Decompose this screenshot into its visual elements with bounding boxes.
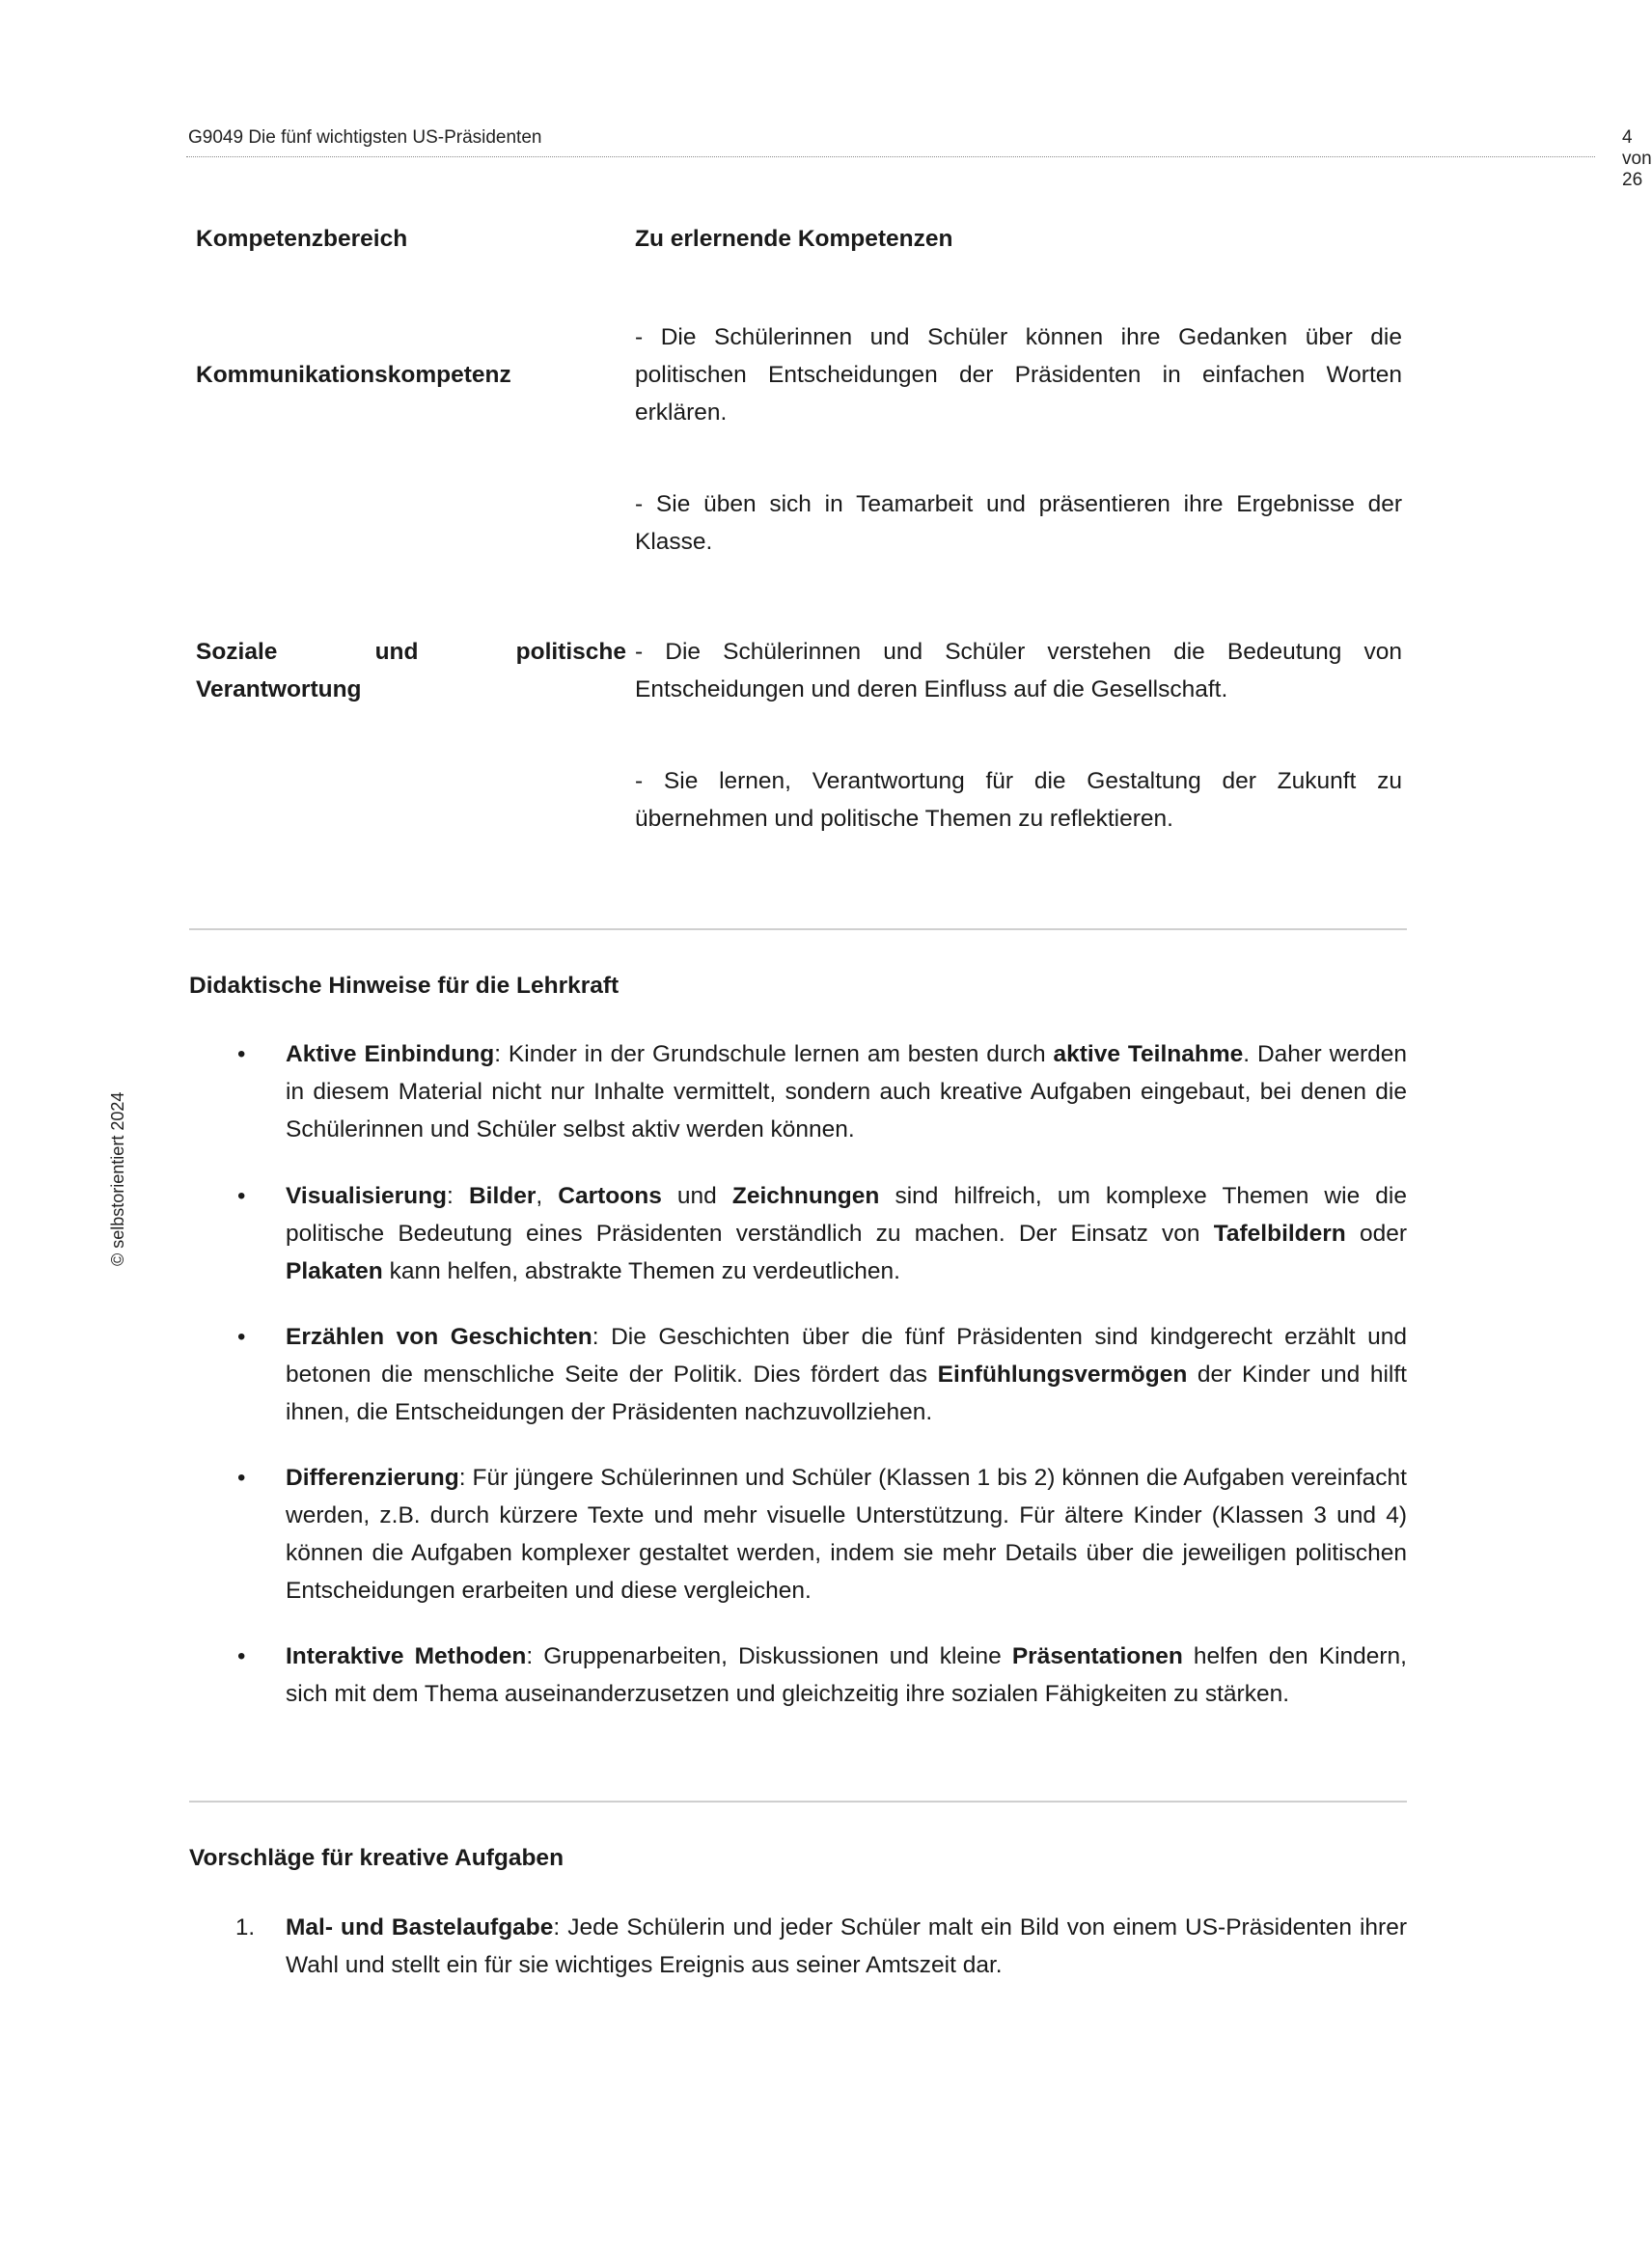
list-item-text xyxy=(286,1909,1407,1984)
bullet-icon: • xyxy=(237,1465,246,1491)
emphasis-text: Tafelbildern xyxy=(1213,1221,1346,1247)
body-text: helfen den Kindern, sich mit dem Thema auseinanderzusetzen und gleichzeitig ihre sozialen Fähigkeiten zu stärken. xyxy=(286,1643,1407,1707)
bullet-icon: • xyxy=(237,1183,246,1209)
list-item-text xyxy=(286,1177,1407,1290)
emphasis-text: Visualisierung xyxy=(286,1183,448,1209)
section-divider xyxy=(189,928,1407,930)
body-text: kann helfen, abstrakte Themen zu verdeutlichen. xyxy=(382,1258,900,1284)
emphasis-text: Erzählen von Geschichten xyxy=(286,1324,592,1350)
body-text: : Jede Schülerin und jeder Schüler malt ein Bild von einem US-Präsidenten ihrer Wahl und stellt ein für sie wichtiges Ereignis aus seiner Amtszeit dar. xyxy=(286,1914,1407,1978)
list-item-text xyxy=(286,1459,1407,1610)
emphasis-text: Einfühlungsvermögen xyxy=(937,1362,1188,1388)
emphasis-text: aktive Teilnahme xyxy=(1053,1041,1244,1067)
document-title: G9049 Die fünf wichtigsten US-Präsidenten xyxy=(188,127,542,148)
competence-item: - Sie lernen, Verantwortung für die Gestaltung der Zukunft zu übernehmen und politische Themen zu reflektieren. xyxy=(635,768,1402,832)
emphasis-text: Differenzierung xyxy=(286,1465,459,1491)
body-text: der Kinder und hilft ihnen, die Entscheidungen der Präsidenten nachzuvollziehen. xyxy=(286,1362,1407,1425)
emphasis-text: Präsentationen xyxy=(1011,1643,1183,1669)
creative-section-title: Vorschläge für kreative Aufgaben xyxy=(189,1845,564,1871)
body-text: sind hilfreich, um komplexe Themen wie die politische Bedeutung eines Präsidenten verständlich zu machen. Der Einsatz von xyxy=(286,1183,1407,1247)
emphasis-text: Interaktive Methoden xyxy=(286,1643,527,1669)
body-text: : Gruppenarbeiten, Diskussionen und kleine xyxy=(526,1643,1012,1669)
column-header-area: Kompetenzbereich xyxy=(196,226,408,252)
body-text: oder xyxy=(1345,1221,1408,1247)
body-text: : Für jüngere Schülerinnen und Schüler (Klassen 1 bis 2) können die Aufgaben vereinfacht werden, z.B. durch kürzere Texte und mehr visuelle Unterstützung. Für ältere Kinder (Klassen 3 und 4) können die Aufgaben komplexer gestaltet werden, indem sie mehr Details über die jeweiligen politischen Entscheidungen erarbeiten und diese vergleichen. xyxy=(286,1465,1407,1604)
list-item-text xyxy=(286,1638,1407,1713)
body-text: . Daher werden in diesem Material nicht nur Inhalte vermittelt, sondern auch kreative Aufgaben eingebaut, bei denen die Schülerinnen und Schüler selbst aktiv werden können. xyxy=(286,1041,1407,1142)
emphasis-text: Aktive Einbindung xyxy=(286,1041,495,1067)
page-indicator: 4 von 26 xyxy=(1622,127,1652,190)
emphasis-text: Cartoons xyxy=(558,1183,662,1209)
list-item-text xyxy=(286,1318,1407,1431)
bullet-icon: • xyxy=(237,1324,246,1350)
body-text: , xyxy=(536,1183,559,1209)
didactic-section-title: Didaktische Hinweise für die Lehrkraft xyxy=(189,973,620,999)
list-item-text xyxy=(286,1035,1407,1148)
competence-item: - Die Schülerinnen und Schüler können ihre Gedanken über die politischen Entscheidungen der Präsidenten in einfachen Worten erklären. xyxy=(635,324,1402,426)
competence-area-line: Verantwortung xyxy=(196,676,362,702)
copyright-note: © selbstorientiert 2024 xyxy=(108,1091,127,1266)
body-text: : Kinder in der Grundschule lernen am besten durch xyxy=(494,1041,1054,1067)
list-number: 1. xyxy=(235,1914,256,1940)
competence-item: - Die Schülerinnen und Schüler verstehen die Bedeutung von Entscheidungen und deren Einfluss auf die Gesellschaft. xyxy=(635,639,1402,702)
body-text: und xyxy=(661,1183,732,1209)
page-header xyxy=(186,124,1652,190)
emphasis-text: Plakaten xyxy=(286,1258,383,1284)
competence-area xyxy=(196,633,626,708)
emphasis-text: Zeichnungen xyxy=(731,1183,880,1209)
emphasis-text: Mal- und Bastelaufgabe xyxy=(286,1914,554,1940)
competence-area: Kommunikationskompetenz xyxy=(196,362,511,388)
competence-area-line: Soziale und politische xyxy=(196,639,626,665)
body-text: : Die Geschichten über die fünf Präsidenten sind kindgerecht erzählt und betonen die menschliche Seite der Politik. Dies fördert das xyxy=(286,1324,1407,1388)
bullet-icon: • xyxy=(237,1643,246,1669)
competence-item: - Sie üben sich in Teamarbeit und präsentieren ihre Ergebnisse der Klasse. xyxy=(635,491,1402,555)
bullet-icon: • xyxy=(237,1041,246,1067)
section-divider xyxy=(189,1801,1407,1803)
emphasis-text: Bilder xyxy=(468,1183,537,1209)
column-header-competences: Zu erlernende Kompetenzen xyxy=(635,226,953,252)
body-text: : xyxy=(447,1183,469,1209)
